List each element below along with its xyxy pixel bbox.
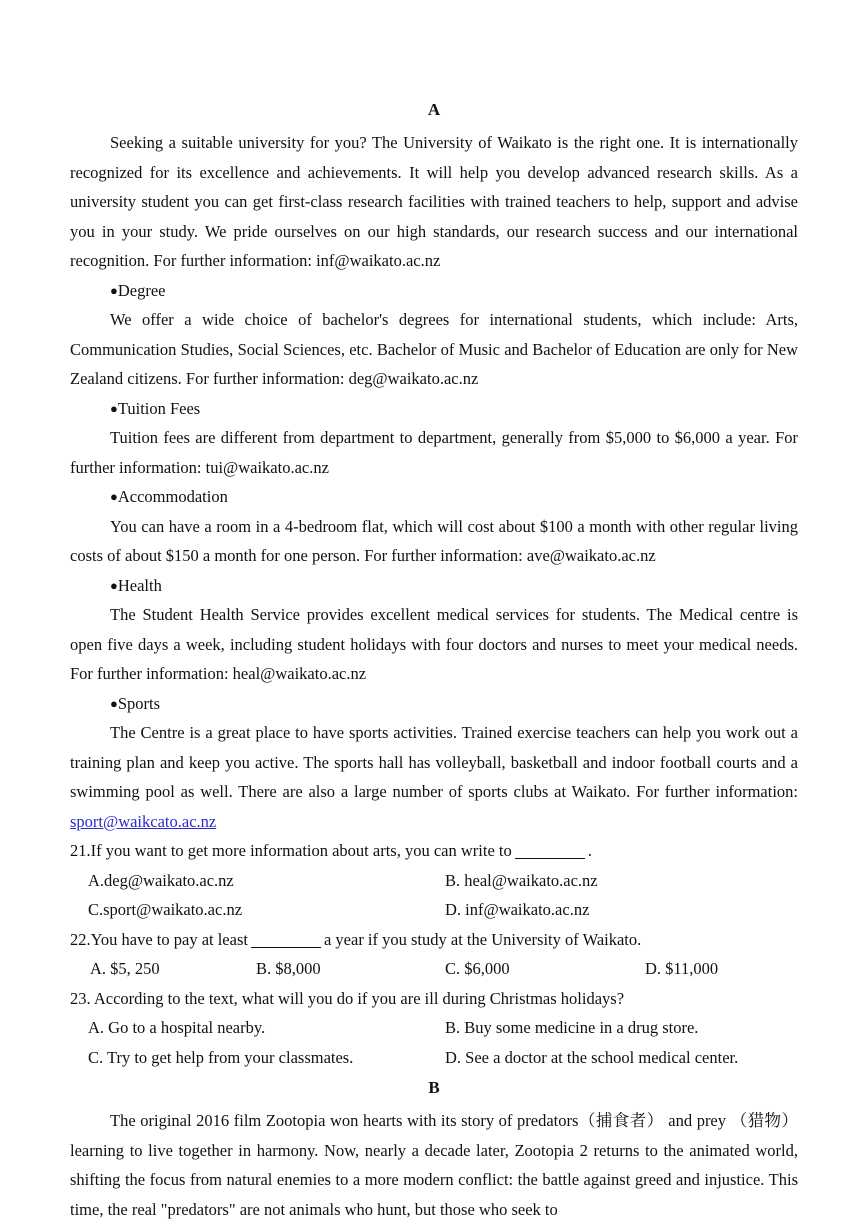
sports-body-text: The Centre is a great place to have sports activities. Trained exercise teachers can help you work out a training plan and keep you active. The sports hall has volleyball, basketball and indoor football courts and a swimming pool as well. There are also a large number of sports clubs at Waikato. For further information:	[70, 723, 798, 801]
subsection-label-sports: Sports	[117, 693, 161, 713]
bullet-icon: ●	[110, 282, 118, 298]
page-content	[70, 96, 798, 1224]
question-22-number: 22.	[70, 929, 91, 949]
question-22-text-end: a year if you study at the University of Waikato.	[323, 929, 642, 949]
question-21-option-d[interactable]: D. inf@waikato.ac.nz	[445, 900, 590, 919]
subsection-label-degree: Degree	[117, 280, 166, 300]
question-22-blank[interactable]	[251, 947, 321, 948]
subsection-body-degree: We offer a wide choice of bachelor's degrees for international students, which include: Arts, Communication Studies, Social Sciences, etc. Bachelor of Music and Bachelor of Education are only for New Zealand citizens. For further information: deg@waikato.ac.nz	[70, 310, 798, 388]
bullet-icon: ●	[110, 400, 118, 416]
section-a-intro-paragraph: Seeking a suitable university for you? The University of Waikato is the right one. It is internationally recognized for its excellence and achievements. It will help you develop advanced research skills. As a university student you can get first-class research facilities with trained teachers to help, support and advise you in your study. We pride ourselves on our high standards, our research success and our international recognition. For further information: inf@waikato.ac.nz	[70, 133, 798, 270]
question-23-option-b[interactable]: B. Buy some medicine in a drug store.	[445, 1018, 699, 1037]
question-22-stem	[70, 925, 798, 955]
subsection-body-accommodation: You can have a room in a 4-bedroom flat, which will cost about $100 a month with other regular living costs of about $150 a month for one person. For further information: ave@waikato.ac.nz	[70, 516, 798, 565]
question-23-text: According to the text, what will you do if you are ill during Christmas holidays?	[93, 988, 625, 1008]
subsection-heading-degree	[70, 276, 798, 306]
question-23-option-d[interactable]: D. See a doctor at the school medical center.	[445, 1047, 739, 1067]
subsection-heading-sports	[70, 689, 798, 719]
question-21-blank[interactable]	[515, 858, 585, 859]
subsection-label-tuition-fees: Tuition Fees	[117, 398, 201, 418]
question-23-number: 23.	[70, 988, 91, 1008]
subsection-heading-health	[70, 571, 798, 601]
subsection-body-health: The Student Health Service provides excellent medical services for students. The Medical centre is open five days a week, including student holidays with four doctors and nurses to meet your medical needs. For further information: heal@waikato.ac.nz	[70, 605, 798, 683]
section-a-heading: A	[427, 100, 441, 119]
bullet-icon: ●	[110, 577, 118, 593]
section-b-paragraph: The original 2016 film Zootopia won hearts with its story of predators（捕食者） and prey （猎物） learning to live together in harmony. Now, nearly a decade later, Zootopia 2 returns to the animated world, shifting the focus from natural enemies to a more modern conflict: the battle against greed and injustice. This time, the real "predators" are not animals who hunt, but those who seek to	[70, 1111, 798, 1219]
question-21-option-a[interactable]: A.deg@waikato.ac.nz	[88, 870, 234, 890]
question-22-option-d[interactable]: D. $11,000	[645, 959, 719, 978]
question-21-option-c[interactable]: C.sport@waikato.ac.nz	[88, 900, 243, 919]
subsection-body-tuition-fees: Tuition fees are different from department to department, generally from $5,000 to $6,000 a year. For further information: tui@waikato.ac.nz	[70, 428, 798, 477]
question-23-stem	[70, 984, 798, 1014]
subsection-heading-tuition-fees	[70, 394, 798, 424]
bullet-icon: ●	[110, 489, 118, 504]
question-23-options-row-2	[70, 1043, 798, 1073]
bullet-icon: ●	[110, 695, 118, 711]
subsection-heading-accommodation	[70, 482, 798, 512]
question-22-option-a[interactable]: A. $5, 250	[90, 959, 160, 978]
question-23-options-row-1	[70, 1013, 798, 1043]
question-21-text-end: .	[587, 841, 592, 860]
question-22-option-b[interactable]: B. $8,000	[256, 959, 321, 978]
section-b-heading: B	[428, 1078, 440, 1097]
question-23-option-c[interactable]: C. Try to get help from your classmates.	[88, 1047, 354, 1067]
question-22-option-c[interactable]: C. $6,000	[445, 959, 510, 978]
subsection-label-health: Health	[117, 575, 162, 595]
question-21-options-row-1	[70, 866, 798, 896]
question-23-option-a[interactable]: A. Go to a hospital nearby.	[88, 1018, 266, 1037]
question-21-number: 21.	[70, 841, 91, 860]
sports-email-link[interactable]: sport@waikcato.ac.nz	[70, 811, 217, 831]
question-21-option-b[interactable]: B. heal@waikato.ac.nz	[445, 870, 598, 890]
question-21-stem	[70, 836, 798, 866]
question-22-text: You have to pay at least	[90, 929, 248, 949]
question-21-text: If you want to get more information about arts, you can write to	[90, 841, 512, 860]
question-22-options-row	[70, 954, 798, 984]
subsection-body-sports	[70, 718, 798, 836]
question-21-options-row-2	[70, 895, 798, 925]
subsection-label-accommodation: Accommodation	[117, 487, 228, 506]
